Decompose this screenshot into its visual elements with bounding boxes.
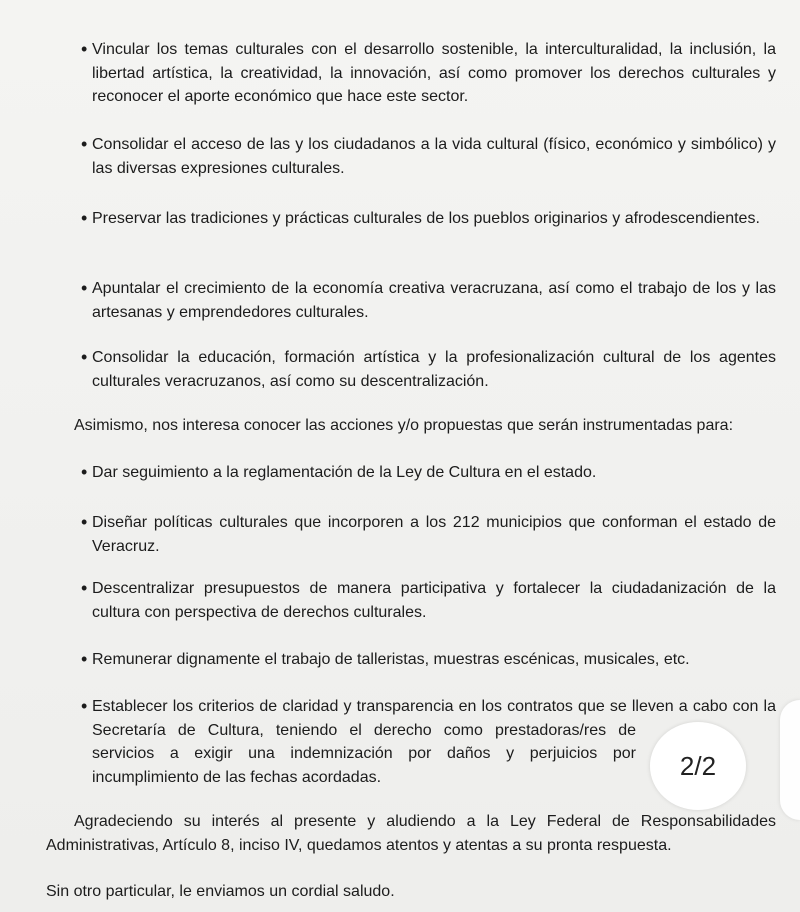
- page-indicator-label: 2/2: [679, 750, 717, 781]
- objective-item: • Apuntalar el crecimiento de la economía creativa veracruzana, así como el trabajo de los y las artesanas y emprendedores culturales.: [92, 277, 776, 324]
- action-item: • Descentralizar presupuestos de manera participativa y fortalecer la ciudadanización de la cultura con perspectiva de derechos culturales.: [92, 577, 776, 624]
- page-indicator: [650, 722, 746, 810]
- objective-item: • Consolidar el acceso de las y los ciudadanos a la vida cultural (físico, económico y simbólico) y las diversas expresiones culturales.: [92, 133, 776, 180]
- overlay-circle: [780, 700, 800, 820]
- farewell-line: Sin otro particular, le enviamos un cordial saludo.: [46, 883, 395, 900]
- objective-item: • Preservar las tradiciones y prácticas culturales de los pueblos originarios y afrodescendientes.: [92, 207, 776, 231]
- intro-paragraph: Asimismo, nos interesa conocer las acciones y/o propuestas que serán instrumentadas para:: [74, 417, 734, 434]
- action-item: • Dar seguimiento a la reglamentación de la Ley de Cultura en el estado.: [92, 461, 776, 485]
- closing-paragraph: Agradeciendo su interés al presente y aludiendo a la Ley Federal de Responsabilidades Administrativas, Artículo 8, inciso IV, quedamos atentos y atentas a su pronta respuesta.: [46, 813, 776, 854]
- objective-item: • Vincular los temas culturales con el desarrollo sostenible, la interculturalidad, la inclusión, la libertad artística, la creatividad, la innovación, así como promover los derechos culturales y reconocer el aporte económico que hace este sector.: [92, 38, 776, 109]
- action-item: • Diseñar políticas culturales que incorporen a los 212 municipios que conforman el estado de Veracruz.: [92, 511, 776, 558]
- objective-item: • Consolidar la educación, formación artística y la profesionalización cultural de los agentes culturales veracruzanos, así como su descentralización.: [92, 346, 776, 393]
- action-item: Establecer los criterios de claridad y transparencia en los contratos que se lleven a cabo con la Secretaría de Cultura, teniendo el derecho como prestadoras/res de servicios a exigir una indemnización por daños y perjuicios por incumplimiento de las fechas acordadas.: [92, 698, 776, 786]
- action-item: • Remunerar dignamente el trabajo de talleristas, muestras escénicas, musicales, etc.: [92, 648, 776, 672]
